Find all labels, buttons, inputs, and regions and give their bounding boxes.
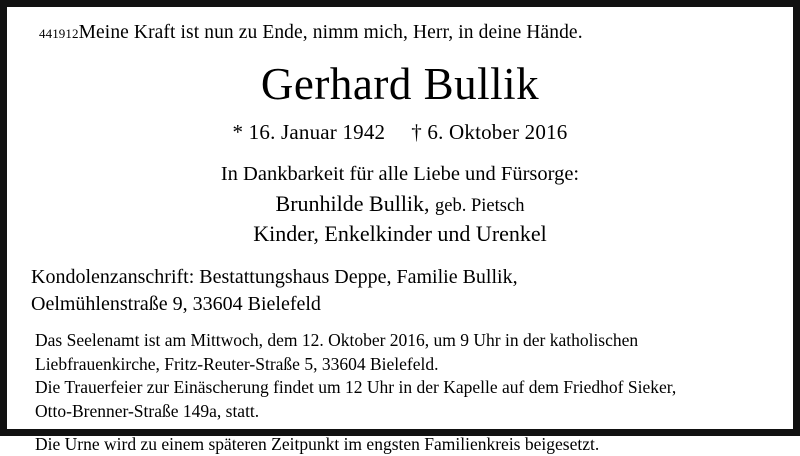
deceased-name: Gerhard Bullik	[29, 60, 771, 110]
dedication-spouse	[29, 189, 771, 219]
dedication-block	[29, 161, 771, 248]
service-requiem-line-2: Liebfrauenkirche, Fritz-Reuter-Straße 5, 33604 Bielefeld.	[35, 353, 771, 377]
spouse-name: Brunhilde Bullik,	[276, 191, 430, 216]
birth-date: * 16. Januar 1942	[233, 120, 386, 144]
death-date: † 6. Oktober 2016	[411, 120, 567, 144]
reference-number: 441912	[39, 26, 79, 41]
service-cremation-line-2: Otto-Brenner-Straße 149a, statt.	[35, 400, 771, 424]
life-dates	[29, 120, 771, 145]
condolence-line-2: Oelmühlenstraße 9, 33604 Bielefeld	[31, 291, 771, 317]
obituary-inner	[29, 21, 771, 419]
condolence-address	[29, 264, 771, 317]
service-cremation-line-1: Die Trauerfeier zur Einäscherung findet um 12 Uhr in der Kapelle auf dem Friedhof Sieker,	[35, 376, 771, 400]
dedication-intro: In Dankbarkeit für alle Liebe und Fürsorge:	[29, 161, 771, 189]
dedication-family: Kinder, Enkelkinder und Urenkel	[29, 219, 771, 249]
spouse-maiden-name: geb. Pietsch	[435, 196, 524, 216]
service-requiem-line-1: Das Seelenamt ist am Mittwoch, dem 12. Oktober 2016, um 9 Uhr in der katholischen	[35, 329, 771, 353]
service-details	[29, 329, 771, 456]
condolence-line-1: Kondolenzanschrift: Bestattungshaus Deppe, Familie Bullik,	[31, 264, 771, 290]
verse-text: Meine Kraft ist nun zu Ende, nimm mich, Herr, in deine Hände.	[79, 22, 583, 43]
service-urn-note: Die Urne wird zu einem späteren Zeitpunkt im engsten Familienkreis beigesetzt.	[35, 433, 771, 456]
verse-line	[29, 21, 771, 44]
